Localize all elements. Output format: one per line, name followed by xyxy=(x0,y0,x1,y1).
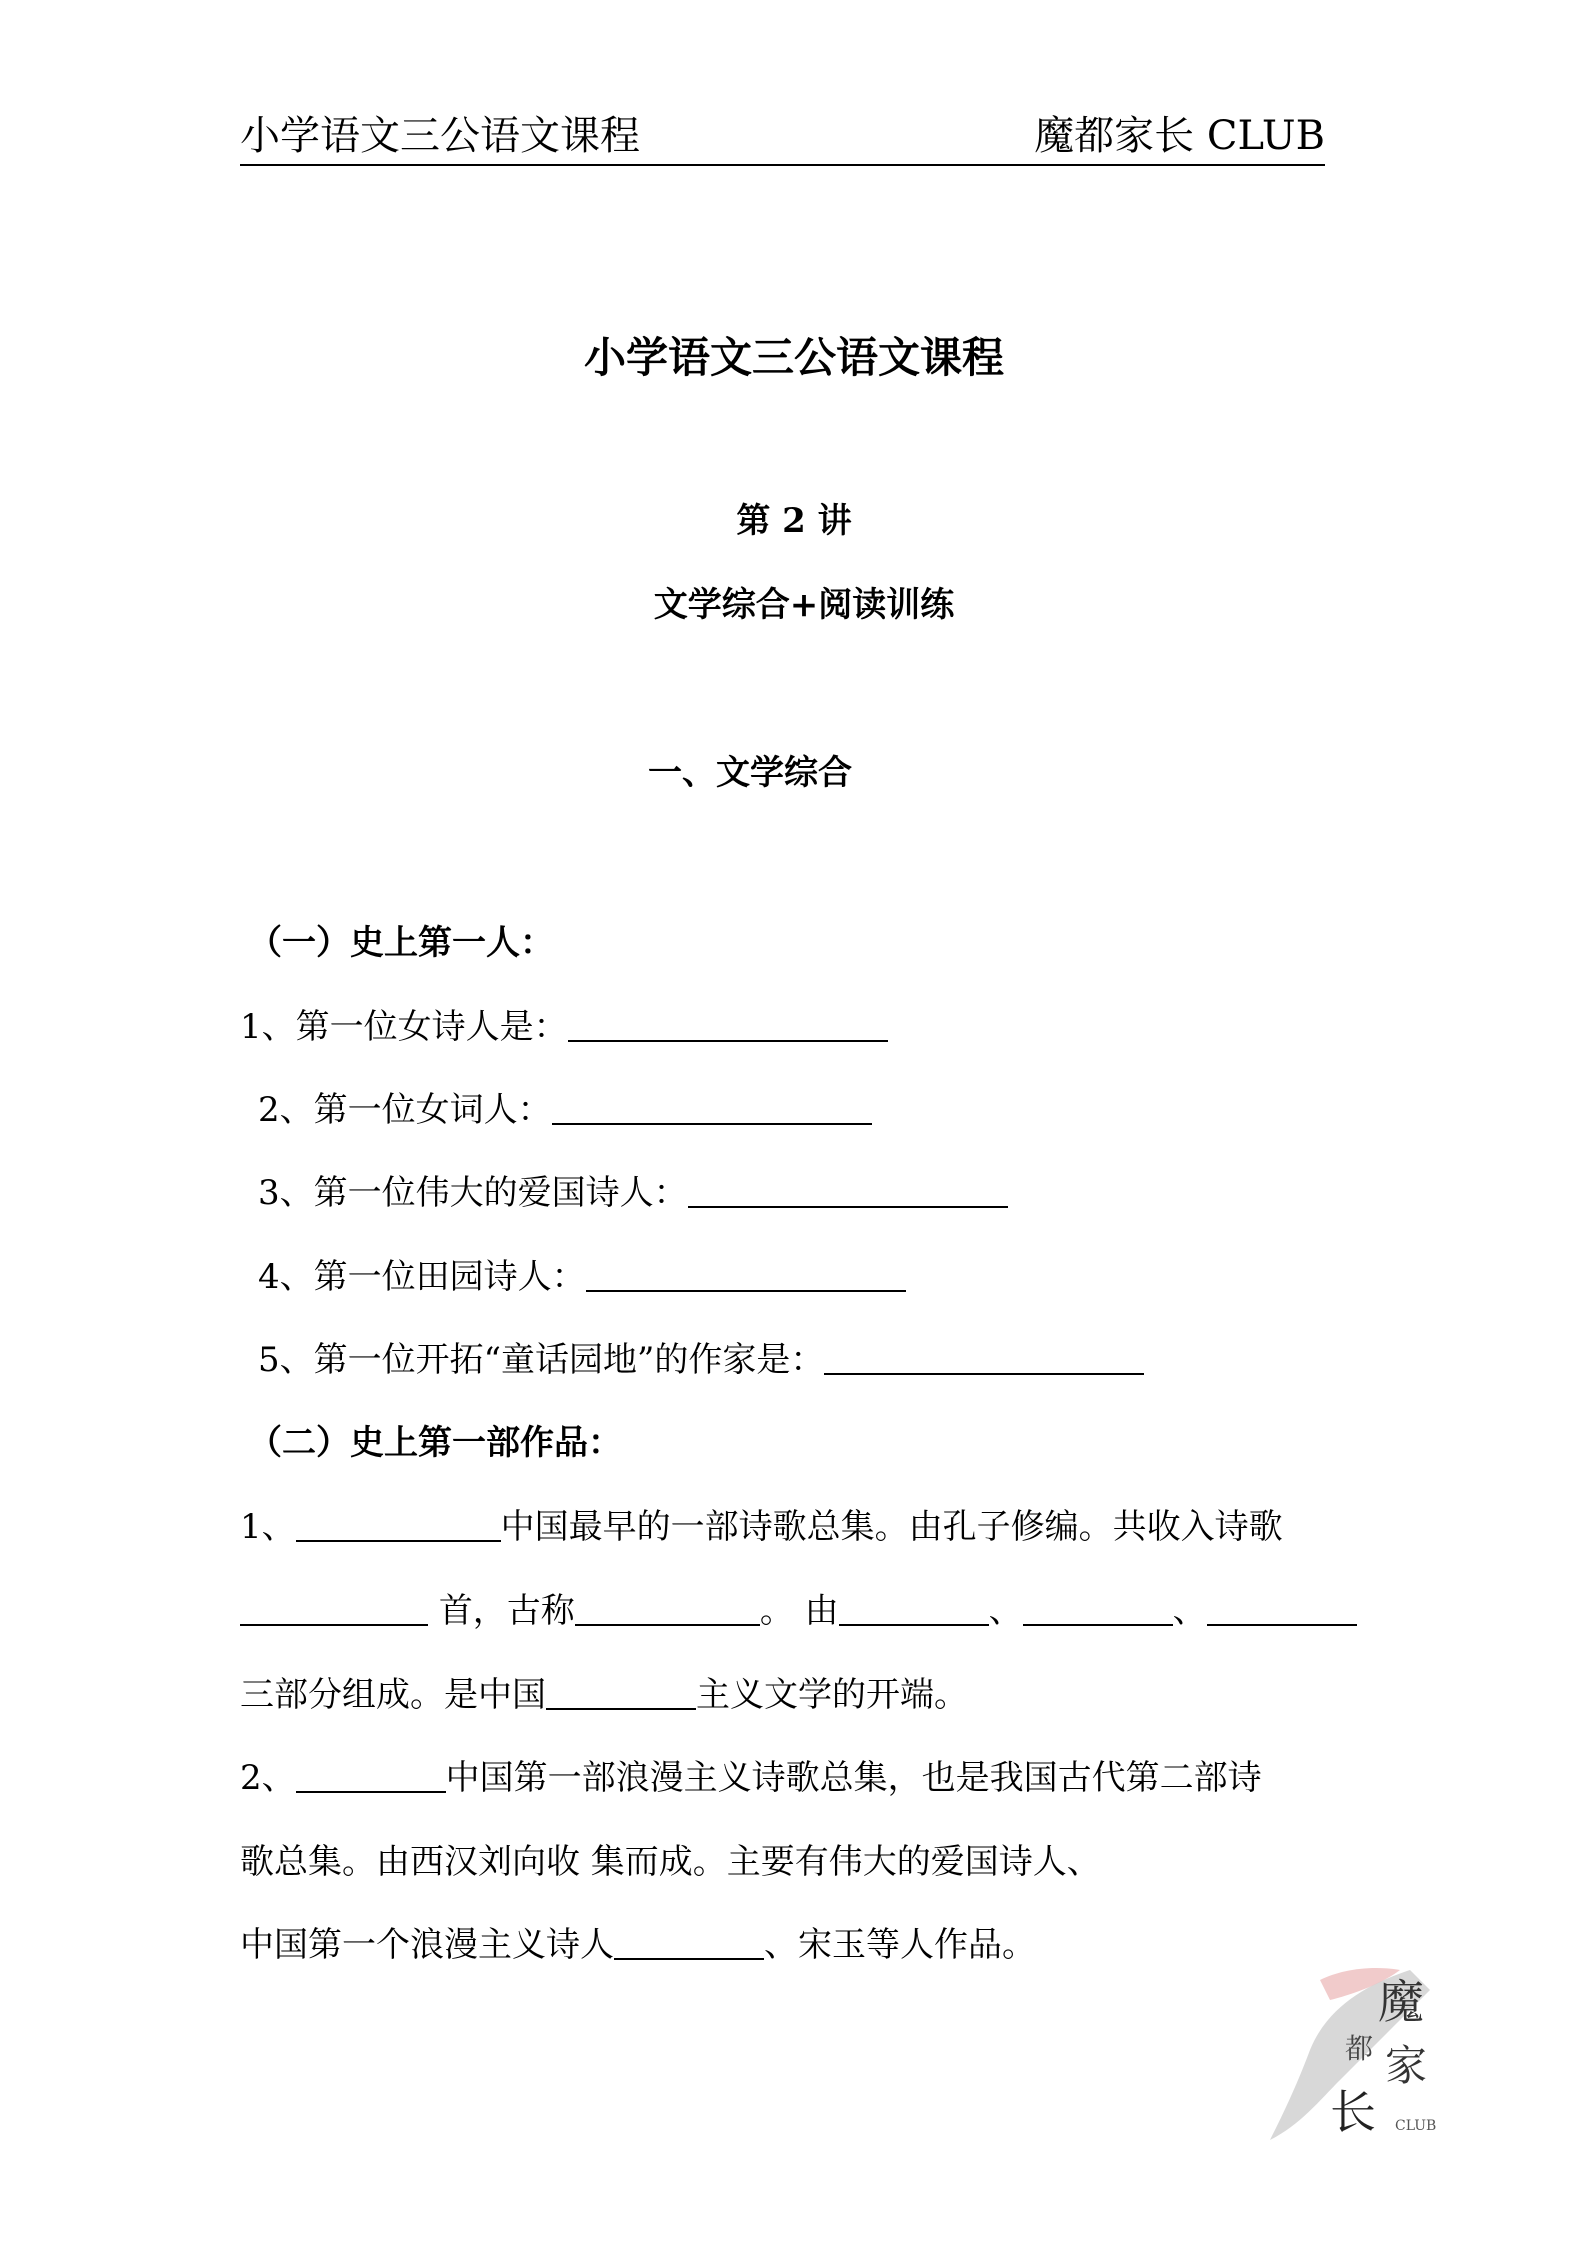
lecture-subtitle: 文学综合+阅读训练 xyxy=(653,585,955,625)
answer-blank[interactable] xyxy=(296,1755,446,1793)
section-heading: 一、文学综合 xyxy=(648,753,852,793)
answer-blank[interactable] xyxy=(586,1254,906,1292)
logo-char: 都 xyxy=(1345,2032,1374,2065)
answer-blank[interactable] xyxy=(568,1004,888,1042)
question-text: 、 xyxy=(988,1591,1023,1631)
part2-heading: （二）史上第一部作品： xyxy=(248,1423,622,1463)
part1-item-1 xyxy=(240,1002,1360,1052)
item-label: 3、第一位伟大的爱国诗人： xyxy=(258,1173,688,1213)
club-logo-watermark xyxy=(1260,1940,1460,2170)
part1-heading: （一）史上第一人： xyxy=(248,923,554,963)
answer-blank[interactable] xyxy=(240,1588,428,1626)
answer-blank[interactable] xyxy=(546,1672,696,1710)
question-text: 、宋玉等人作品。 xyxy=(764,1925,1036,1965)
document-title: 小学语文三公语文课程 xyxy=(583,333,1004,382)
question-text: 主义文学的开端。 xyxy=(696,1675,968,1715)
part2-q1-line2 xyxy=(240,1586,1360,1636)
answer-blank[interactable] xyxy=(824,1337,1144,1375)
part2-q2-line2 xyxy=(240,1837,1360,1887)
question-text: 歌总集。由西汉刘向收 集而成。主要有伟大的爱国诗人、 xyxy=(240,1842,1101,1882)
page-header xyxy=(240,108,1325,166)
question-text: 三部分组成。是中国 xyxy=(240,1675,546,1715)
answer-blank[interactable] xyxy=(1207,1588,1357,1626)
part2-q2-line3 xyxy=(240,1920,1360,1970)
question-text: 。 由 xyxy=(759,1591,839,1631)
answer-blank[interactable] xyxy=(552,1087,872,1125)
part1-item-4 xyxy=(258,1252,1378,1302)
logo-char: 家 xyxy=(1385,2041,1428,2090)
question-text: 中国第一个浪漫主义诗人 xyxy=(240,1925,614,1965)
part2-q2-line1 xyxy=(240,1753,1360,1803)
question-text: 中国最早的一部诗歌总集。由孔子修编。共收入诗歌 xyxy=(500,1507,1283,1547)
part2-q1-line3 xyxy=(240,1670,1360,1720)
question-text: 中国第一部浪漫主义诗歌总集，也是我国古代第二部诗 xyxy=(445,1758,1262,1798)
answer-blank[interactable] xyxy=(296,1504,501,1542)
part1-item-2 xyxy=(258,1085,1378,1135)
answer-blank[interactable] xyxy=(1023,1588,1173,1626)
item-label: 1、第一位女诗人是： xyxy=(240,1007,568,1047)
logo-char: 魔 xyxy=(1378,1975,1424,2029)
part1-item-5 xyxy=(258,1335,1378,1385)
part1-item-3 xyxy=(258,1168,1378,1218)
item-label: 2、第一位女词人： xyxy=(258,1090,552,1130)
part2-q1-line1 xyxy=(240,1502,1360,1552)
question-number: 1、 xyxy=(240,1507,296,1547)
item-label: 5、第一位开拓“童话园地”的作家是： xyxy=(258,1340,825,1380)
answer-blank[interactable] xyxy=(614,1922,764,1960)
question-text: 首，古称 xyxy=(438,1591,575,1631)
item-label: 4、第一位田园诗人： xyxy=(258,1257,586,1297)
header-club-name: 魔都家长 CLUB xyxy=(1034,113,1325,159)
question-text: 、 xyxy=(1172,1591,1207,1631)
question-number: 2、 xyxy=(240,1758,296,1798)
logo-club-text: CLUB xyxy=(1395,2118,1437,2134)
answer-blank[interactable] xyxy=(688,1170,1008,1208)
logo-char: 长 xyxy=(1330,2085,1376,2139)
header-course-name: 小学语文三公语文课程 xyxy=(240,113,640,159)
lecture-number: 第 2 讲 xyxy=(736,501,852,541)
answer-blank[interactable] xyxy=(839,1588,989,1626)
answer-blank[interactable] xyxy=(575,1588,760,1626)
